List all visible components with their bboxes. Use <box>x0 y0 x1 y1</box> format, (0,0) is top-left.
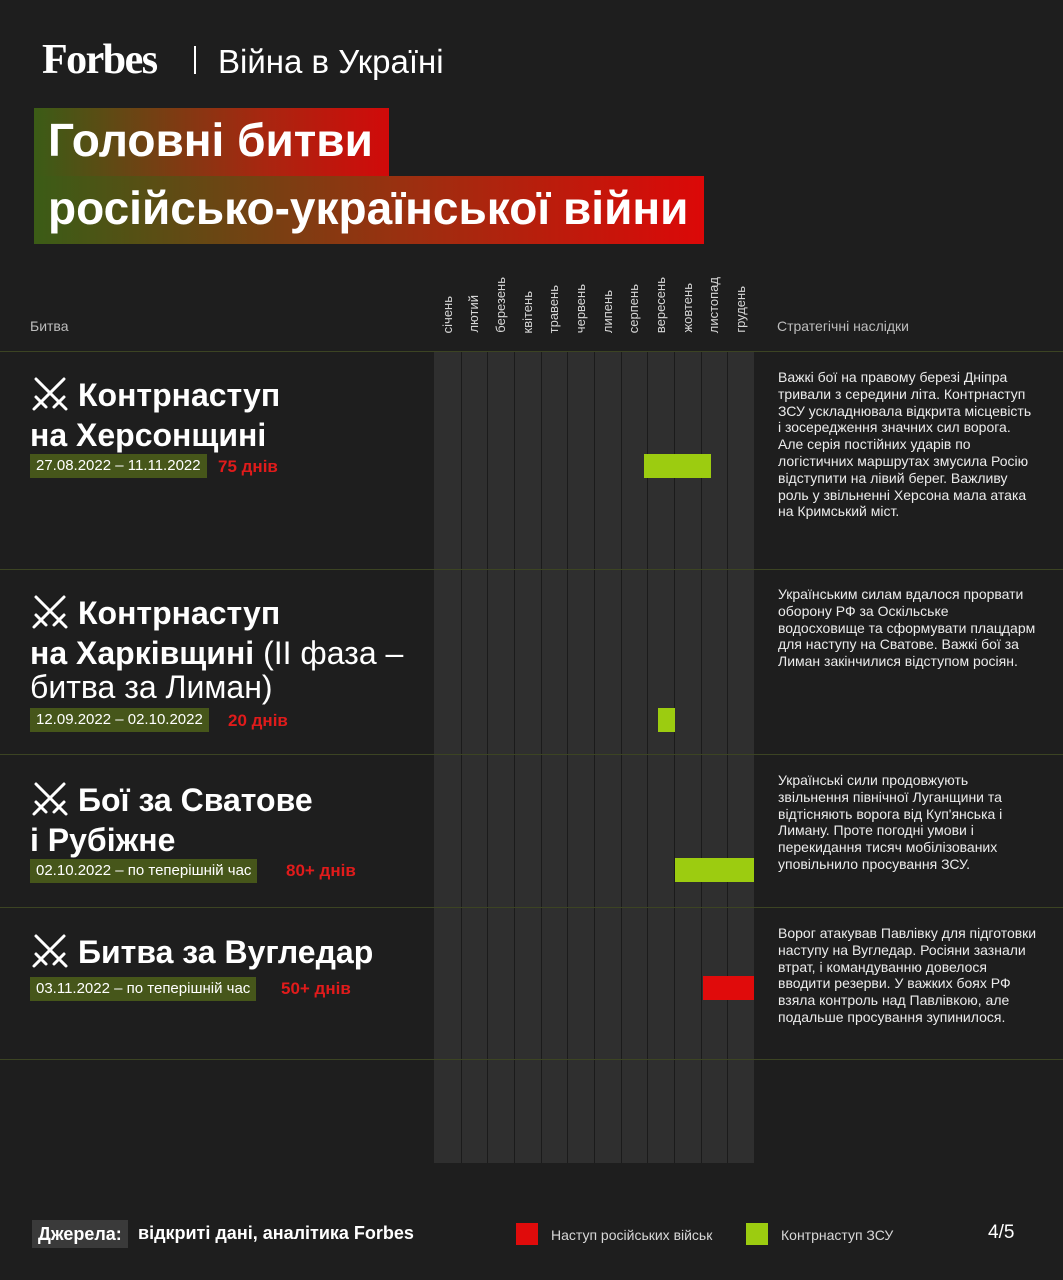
battle-duration: 80+ днів <box>286 861 356 880</box>
month-label: травень <box>546 284 562 333</box>
battle-consequences: Ворог атакував Павлівку для підготовки наступу на Вугледар. Росіяни зазнали втрат, і командуванню довелося вводити резерви. У важких боях РФ взяла контроль над Павлівкою, але подальше просування зупинилося. <box>778 925 1037 1025</box>
battle-dates: 27.08.2022 – 11.11.2022 <box>30 454 207 478</box>
battle-duration: 50+ днів <box>281 979 351 998</box>
month-label: серпень <box>626 283 642 333</box>
battle-dates: 02.10.2022 – по теперішній час <box>30 859 257 883</box>
row-divider <box>0 907 1063 908</box>
month-gridline <box>621 351 622 1163</box>
month-label: грудень <box>732 286 748 333</box>
battle-dates: 03.11.2022 – по теперішній час <box>30 977 256 1001</box>
battle-bar <box>675 858 754 882</box>
forbes-logo: Forbes <box>42 37 157 83</box>
crossed-swords-icon <box>30 594 70 636</box>
legend-ukraine-swatch <box>746 1223 768 1245</box>
month-gridline <box>727 351 728 1163</box>
month-gridline <box>461 351 462 1163</box>
sources-text: відкриті дані, аналітика Forbes <box>138 1223 414 1243</box>
month-gridline <box>487 351 488 1163</box>
battle-title: Контрнаступ на Херсонщині <box>30 377 281 453</box>
legend-ukraine-label: Контрнаступ ЗСУ <box>781 1227 894 1243</box>
battle-dates: 12.09.2022 – 02.10.2022 <box>30 708 209 732</box>
battle-consequences: Українські сили продовжують звільнення північної Луганщини та відтісняють ворога від Куп'янська і Лиману. Проте погодні умови і перекидання тисяч мобілізованих уповільнило просування ЗСУ. <box>778 772 1003 872</box>
month-label: лютий <box>466 295 482 333</box>
row-divider <box>0 351 1063 352</box>
month-label: червень <box>572 283 588 333</box>
crossed-swords-icon <box>30 781 70 823</box>
battle-consequences: Українським силам вдалося прорвати оборону РФ за Оскільське водосховище та сформувати плацдарм для наступу на Сватове. Важкі бої за Лиман закінчилися відступом росіян. <box>778 586 1036 670</box>
battle-bar <box>644 454 711 478</box>
month-gridline <box>567 351 568 1163</box>
month-label: листопад <box>706 276 722 333</box>
page-title-line-2: російсько-української війни <box>34 176 704 244</box>
battle-title: Контрнаступ на Харківщині (ІІ фаза – битва за Лиман) <box>30 595 404 705</box>
month-headers <box>434 255 754 333</box>
page-number: 4/5 <box>988 1222 1015 1243</box>
month-gridline <box>594 351 595 1163</box>
battle-bar <box>703 976 754 1000</box>
row-divider <box>0 569 1063 570</box>
battle-consequences: Важкі бої на правому березі Дніпра тривали з середини літа. Контрнаступ ЗСУ ускладнювала відкрита місцевість і зосередження значних сил ворога. Але серія постійних ударів по логістичних маршрутах змусила Росію відступити на лівий берег. Важливу роль у звільненні Херсона мала атака на Кримський міст. <box>778 369 1032 520</box>
row-divider <box>0 754 1063 755</box>
month-label: липень <box>599 289 615 333</box>
month-label: жовтень <box>679 283 695 333</box>
row-divider <box>0 1059 1063 1060</box>
sources-label: Джерела: <box>32 1220 128 1248</box>
crossed-swords-icon <box>30 933 70 975</box>
header-divider <box>194 46 196 74</box>
battle-duration: 20 днів <box>228 711 288 730</box>
battle-duration: 75 днів <box>218 457 278 476</box>
column-header-battle: Битва <box>30 318 69 334</box>
column-header-consequences: Стратегічні наслідки <box>777 318 909 334</box>
legend-russian-swatch <box>516 1223 538 1245</box>
battle-title: Битва за Вугледар <box>30 933 373 975</box>
section-title: Війна в Україні <box>218 43 444 80</box>
battle-title: Бої за Сватове і Рубіжне <box>30 782 313 858</box>
month-label: квітень <box>519 290 535 333</box>
crossed-swords-icon <box>30 376 70 418</box>
legend-russian-label: Наступ російських військ <box>551 1227 713 1243</box>
month-label: вересень <box>652 276 668 333</box>
month-label: січень <box>439 295 455 333</box>
month-label: березень <box>492 277 508 333</box>
month-gridline <box>514 351 515 1163</box>
month-gridline <box>541 351 542 1163</box>
battle-bar <box>658 708 675 732</box>
page-title-line-1: Головні битви <box>34 108 389 176</box>
